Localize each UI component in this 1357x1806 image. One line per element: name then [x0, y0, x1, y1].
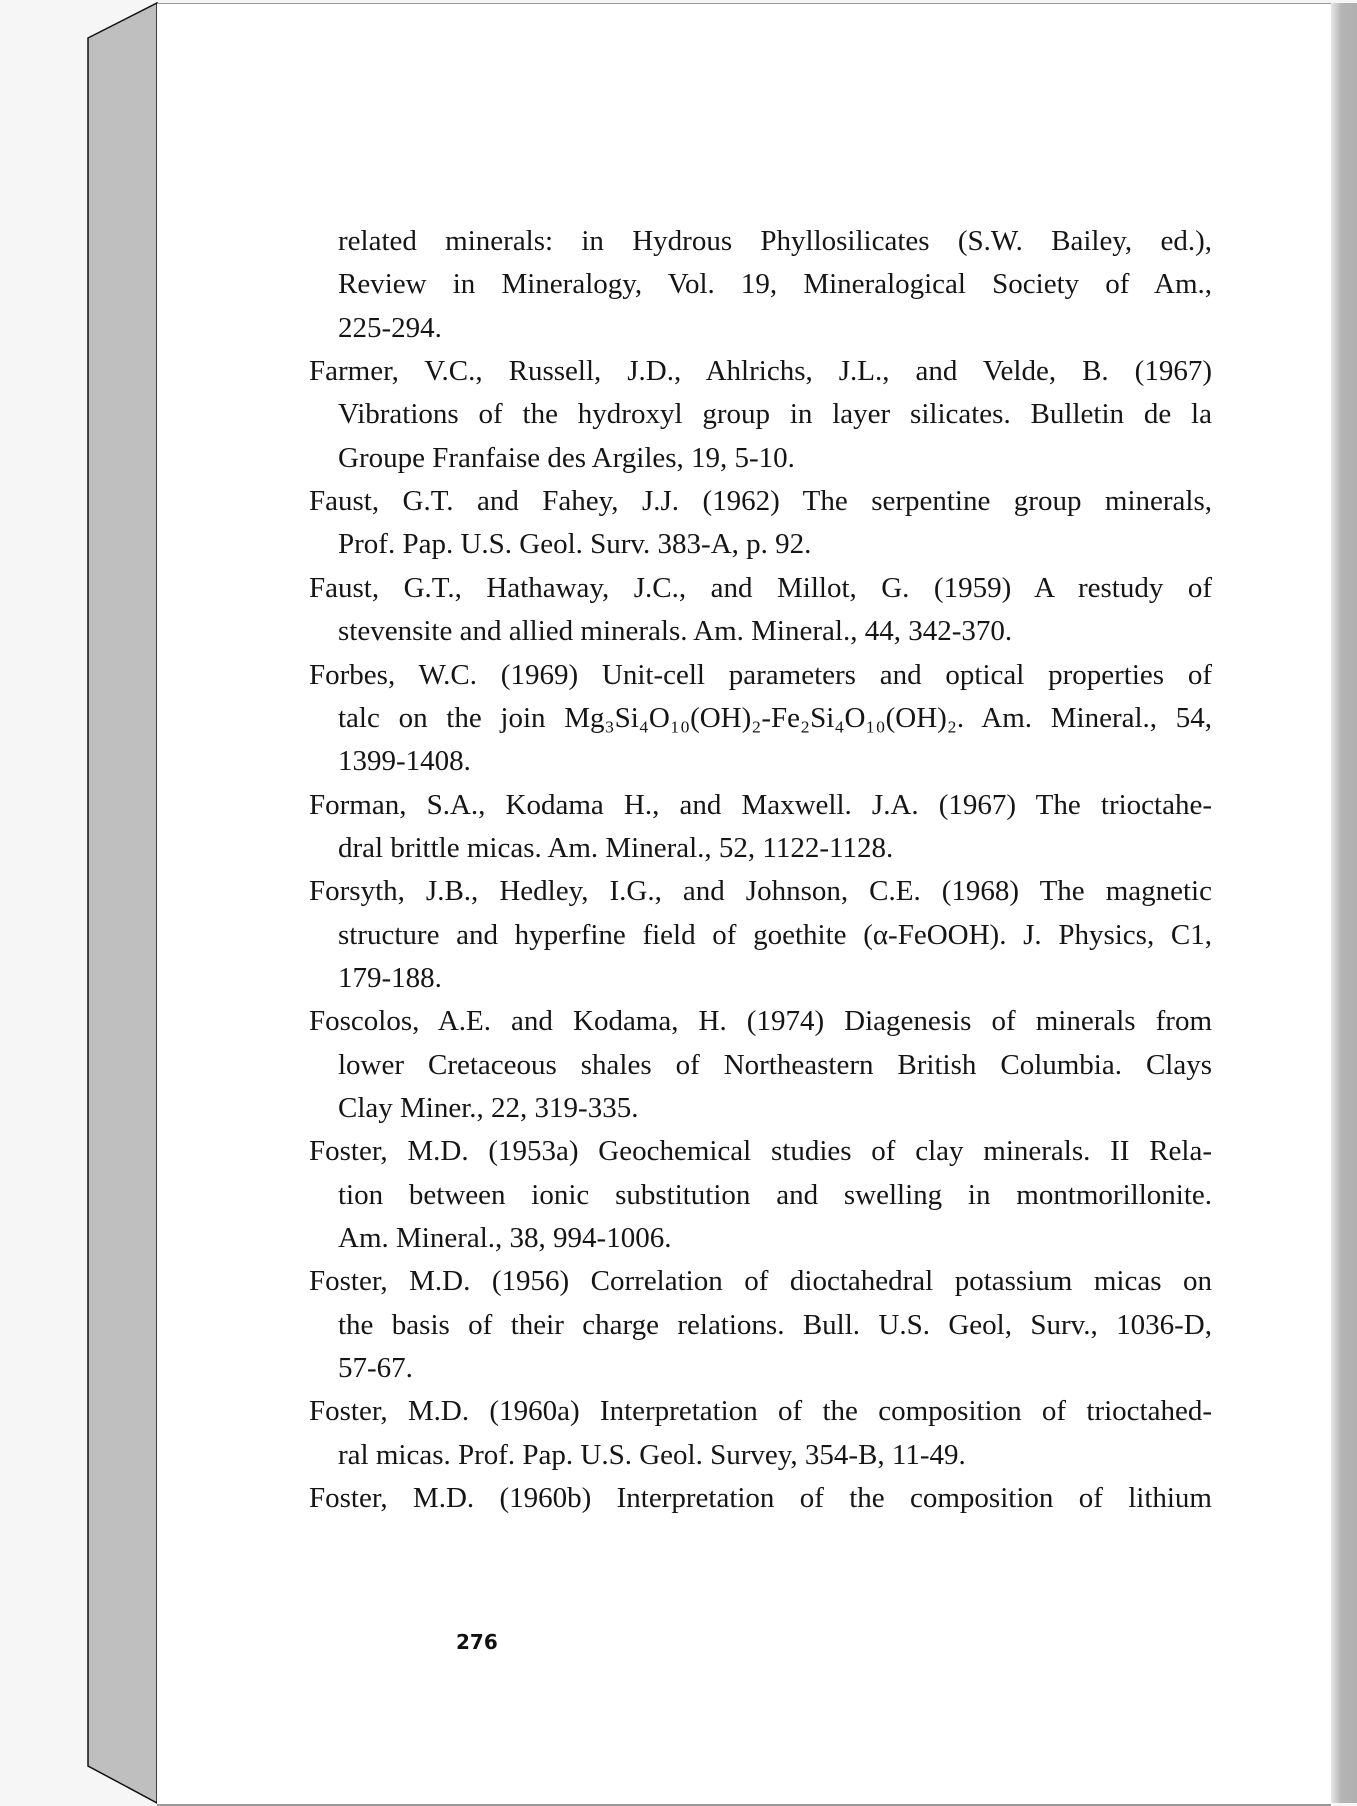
reference-entry-line: dral brittle micas. Am. Mineral., 52, 1122-1128. — [338, 832, 894, 864]
reference-entry-line-first: Forbes, W.C. (1969) Unit-cell parameters and optical properties of — [309, 659, 1212, 691]
reference-entry-line-first: Farmer, V.C., Russell, J.D., Ahlrichs, J.L., and Velde, B. (1967) — [309, 355, 1212, 387]
reference-entry-line: Prof. Pap. U.S. Geol. Surv. 383-A, p. 92. — [338, 528, 812, 560]
reference-entry-line: Am. Mineral., 38, 994-1006. — [338, 1222, 672, 1254]
reference-entry-line: 179-188. — [338, 962, 442, 994]
reference-entry-line-first: Foster, M.D. (1960a) Interpretation of the composition of trioctahed- — [309, 1395, 1212, 1427]
reference-entry-line: structure and hyperfine field of goethite (α-FeOOH). J. Physics, C1, — [338, 919, 1212, 951]
reference-entry-line: 225-294. — [338, 312, 442, 344]
reference-entry-line-first: Forsyth, J.B., Hedley, I.G., and Johnson, C.E. (1968) The magnetic — [309, 875, 1212, 907]
reference-entry-line: ral micas. Prof. Pap. U.S. Geol. Survey, 354-B, 11-49. — [338, 1439, 966, 1471]
book-page — [157, 3, 1331, 1806]
reference-entry-line: Clay Miner., 22, 319-335. — [338, 1092, 639, 1124]
reference-entry-line: Vibrations of the hydroxyl group in layer silicates. Bulletin de la — [338, 398, 1212, 430]
reference-entry-line: tion between ionic substitution and swelling in montmorillonite. — [338, 1179, 1212, 1211]
reference-entry-line-first: Faust, G.T., Hathaway, J.C., and Millot, G. (1959) A restudy of — [309, 572, 1212, 604]
reference-entry-line: stevensite and allied minerals. Am. Mineral., 44, 342-370. — [338, 615, 1013, 647]
reference-entry-line-first: Forman, S.A., Kodama H., and Maxwell. J.A. (1967) The trioctahe- — [309, 789, 1212, 821]
reference-entry-line-first: Foscolos, A.E. and Kodama, H. (1974) Diagenesis of minerals from — [309, 1005, 1212, 1037]
reference-entry-line: the basis of their charge relations. Bull. U.S. Geol, Surv., 1036-D, — [338, 1309, 1212, 1341]
reference-entry-line-first: Foster, M.D. (1960b) Interpretation of the composition of lithium — [309, 1482, 1212, 1514]
reference-entry-line: lower Cretaceous shales of Northeastern British Columbia. Clays — [338, 1049, 1212, 1081]
reference-entry-line-first: related minerals: in Hydrous Phyllosilicates (S.W. Bailey, ed.), — [338, 225, 1212, 257]
reference-entry-line-first: Faust, G.T. and Fahey, J.J. (1962) The serpentine group minerals, — [309, 485, 1212, 517]
reference-entry-line: Groupe Franfaise des Argiles, 19, 5-10. — [338, 442, 795, 474]
reference-entry-line: talc on the join Mg₃Si₄O₁₀(OH)₂-Fe₂Si₄O₁₀(OH)₂. Am. Mineral., 54, — [338, 702, 1212, 734]
page-edge-shadow — [1331, 3, 1357, 1803]
page-number: 276 — [456, 1630, 498, 1654]
reference-entry-line: 1399-1408. — [338, 745, 471, 777]
reference-entry-line-first: Foster, M.D. (1956) Correlation of dioctahedral potassium micas on — [309, 1265, 1212, 1297]
reference-entry-line: 57-67. — [338, 1352, 413, 1384]
reference-entry-line-first: Foster, M.D. (1953a) Geochemical studies of clay minerals. II Rela- — [309, 1135, 1212, 1167]
reference-entry-line: Review in Mineralogy, Vol. 19, Mineralogical Society of Am., — [338, 268, 1212, 300]
